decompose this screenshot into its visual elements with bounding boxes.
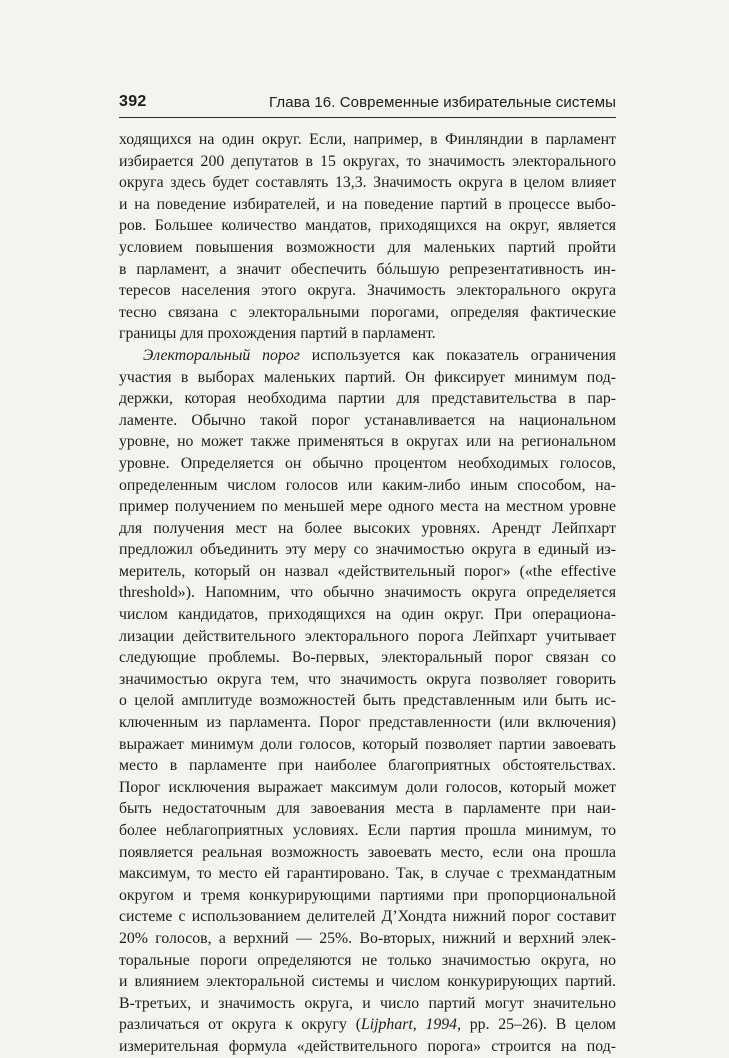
text-line: тересов населения этого округа. Значимость электорального округа <box>119 282 616 300</box>
text-line: системе с использованием делителей Д’Хондта нижний порог составит <box>119 908 616 926</box>
text-line <box>119 345 616 367</box>
text-line: в парламент, а значит обеспечить бóльшую репрезентативность ин- <box>119 260 616 278</box>
body-text <box>119 129 616 1058</box>
text-line: ламенте. Обычно такой порог устанавливается на национальном <box>119 411 616 429</box>
text-line: ров. Большее количество мандатов, приходящихся на округ, является <box>119 217 616 235</box>
text-line: ключенным из парламента. Порог представленности (или включения) <box>119 714 616 732</box>
text-line <box>119 1014 616 1036</box>
citation: Lijphart, 1994 <box>360 1016 458 1034</box>
text-line: и на поведение избирателей, и на поведение партий в процессе выбо- <box>119 195 616 213</box>
text-line: тесно связана с электоральными порогами, определяя фактические <box>119 303 616 321</box>
text-line: округом и тремя конкурирующими партиями при пропорциональной <box>119 886 616 904</box>
text-line: Порог исключения выражает максимум доли голосов, который может <box>119 778 616 796</box>
text-line-start: различаться от округа к округу ( <box>119 1016 361 1034</box>
text-line: 20% голосов, а верхний — 25%. Во-вторых, нижний и верхний элек- <box>119 929 616 947</box>
text-line: более неблагоприятных условиях. Если партия прошла минимум, то <box>119 822 616 839</box>
page-number: 392 <box>119 93 147 110</box>
text-line: место в парламенте при наиболее благоприятных обстоятельствах. <box>119 757 616 775</box>
text-line: избирается 200 депутатов в 15 округах, то значимость электорального <box>119 152 616 170</box>
text-line: измерительная формула «действительного порога» строится на под- <box>119 1037 616 1055</box>
text-line-end: , pp. 25–26). В целом <box>457 1016 616 1034</box>
text-line: быть недостаточным для завоевания места в парламенте при наи- <box>119 800 616 818</box>
running-head: Глава 16. Современные избирательные системы <box>269 94 616 111</box>
text-line: threshold»). Напомним, что обычно значимость округа определяется <box>119 584 616 602</box>
text-line: определенным числом голосов или каким-либо иным способом, на- <box>119 476 616 494</box>
text-line: границы для прохождения партий в парламент. <box>119 325 436 343</box>
text-line: уровне. Определяется он обычно процентом необходимых голосов, <box>119 454 616 472</box>
header-rule <box>119 117 616 118</box>
text-line: ходящихся на один округ. Если, например, в Финляндии в парламент <box>119 131 616 148</box>
text-line: меритель, который он назвал «действительный порог» («the effective <box>119 562 616 580</box>
text-line: держки, которая необходима партии для представительства в пар- <box>119 390 616 408</box>
text-line: лизации действительного электорального порога Лейпхарт учитывает <box>119 627 616 645</box>
text-line: условием повышения возможности для маленьких партий пройти <box>119 238 616 256</box>
text-line-rest: используется как показатель ограничения <box>311 346 617 364</box>
text-line: о целой амплитуде возможностей быть представленным или быть ис- <box>119 692 616 710</box>
text-line: округа здесь будет составлять 13,3. Значимость округа в целом влияет <box>119 174 616 192</box>
text-line: значимостью округа тем, что значимость округа позволяет говорить <box>119 670 616 688</box>
text-line: предложил объединить эту меру со значимостью округа в единый из- <box>119 541 616 559</box>
page-header <box>119 93 616 117</box>
text-line: участия в выборах маленьких партий. Он фиксирует минимум под- <box>119 368 616 386</box>
text-line: уровне, но может также применяться в округах или на региональном <box>119 433 616 451</box>
text-line: для получения мест на более высоких уровнях. Арендт Лейпхарт <box>119 519 616 537</box>
text-line: выражает минимум доли голосов, который позволяет партии завоевать <box>119 735 616 753</box>
text-line: торальные пороги определяются не только значимостью округа, но <box>119 951 616 969</box>
text-line: и влиянием электоральной системы и числом конкурирующих партий. <box>119 973 616 991</box>
text-line: появляется реальная возможность завоевать место, если она прошла <box>119 843 616 861</box>
text-line: пример получением по меньшей мере одного места на местном уровне <box>119 498 616 516</box>
emphasized-term: Электоральный порог <box>143 346 300 364</box>
text-line: следующие проблемы. Во-первых, электоральный порог связан со <box>119 649 616 667</box>
text-line: В-третьих, и значимость округа, и число партий могут значительно <box>119 994 616 1012</box>
text-line: максимум, то место ей гарантировано. Так, в случае с трехмандатным <box>119 865 616 883</box>
text-line: числом кандидатов, приходящихся на один округ. При операциона- <box>119 606 616 624</box>
